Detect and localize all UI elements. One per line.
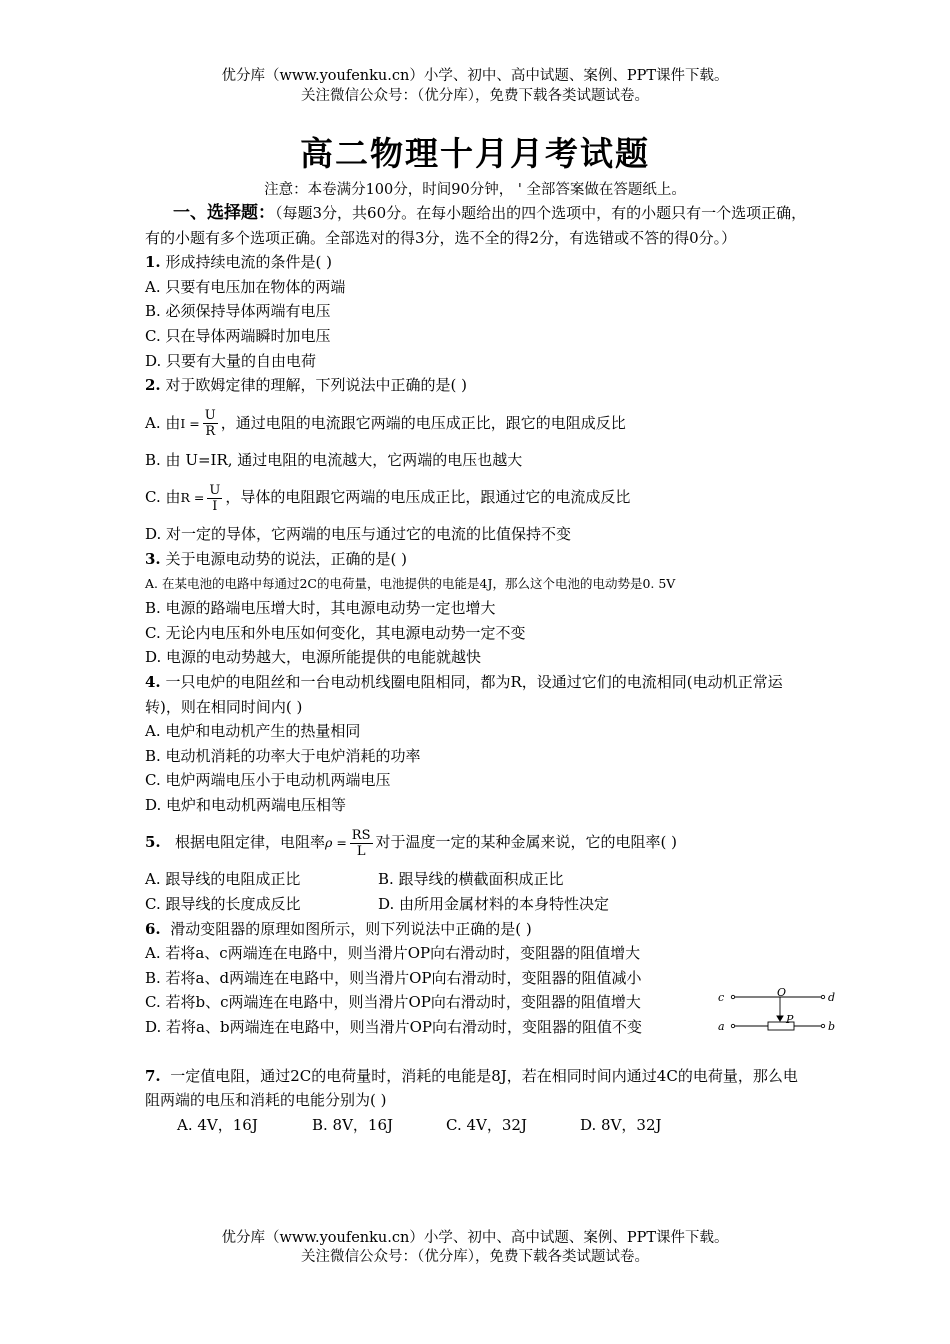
- exam-note: 注意：本卷满分100分，时间90分钟， ' 全部答案做在答题纸上。: [264, 182, 686, 198]
- fraction-u-over-r: $\frac{U}{R}$: [204, 408, 216, 440]
- question-2: 2. 对于欧姆定律的理解，下列说法中正确的是( ): [145, 376, 467, 395]
- q3-option-d: D. 电源的电动势越大，电源所能提供的电能就越快: [145, 648, 482, 667]
- q7-option-d: D. 8V，32J: [580, 1115, 662, 1134]
- q6-option-a: A. 若将a、c两端连在电路中，则当滑片OP向右滑动时，变阻器的阻值增大: [145, 944, 641, 963]
- q4-option-d: D. 电炉和电动机两端电压相等: [145, 795, 347, 814]
- fraction-u-over-i: $\frac{U}{I}$: [209, 482, 221, 514]
- q4-option-a: A. 电炉和电动机产生的热量相同: [145, 722, 361, 741]
- q7-option-c: C. 4V，32J: [446, 1115, 527, 1134]
- label-a: a: [718, 1020, 725, 1033]
- fraction-rs-over-l: $\frac{RS}{L}$: [351, 827, 371, 859]
- question-1: 1. 形成持续电流的条件是( ): [145, 253, 332, 272]
- q7-option-b: B. 8V，16J: [312, 1115, 394, 1134]
- footer-line-1: 优分库（www.youfenku.cn）小学、初中、高中试题、案例、PPT课件下载。: [221, 1230, 729, 1246]
- section-heading: 一、选择题：: [173, 203, 275, 223]
- label-b: b: [828, 1020, 836, 1033]
- q6-option-d: D. 若将a、b两端连在电路中，则当滑片OP向右滑动时，变阻器的阻值不变: [145, 1018, 642, 1037]
- slider-arrow-icon: [777, 1016, 783, 1021]
- q6-option-c: C. 若将b、c两端连在电路中，则当滑片OP向右滑动时，变阻器的阻值增大: [145, 993, 641, 1012]
- q1-option-c: C. 只在导体两端瞬时加电压: [145, 326, 331, 345]
- question-4: 4. 一只电炉的电阻丝和一台电动机线圈电阻相同，都为R，设通过它们的电流相同(电动机正常运转)，则在相同时间内( ): [145, 672, 783, 716]
- q7-options: [145, 1113, 810, 1138]
- q4-option-b: B. 电动机消耗的功率大于电炉消耗的功率: [145, 746, 421, 765]
- q1-option-b: B. 必须保持导体两端有电压: [145, 302, 331, 321]
- q5-options-row-1: [145, 867, 810, 892]
- q1-option-d: D. 只要有大量的自由电荷: [145, 351, 317, 370]
- q2-option-b: B. 由 U=IR, 通过电阻的电流越大，它两端的电压也越大: [145, 450, 523, 469]
- question-5: 5. 根据电阻定律，电阻率ρ = $\frac{RS}{L}$ 对于温度一定的某种金属来说，它的电阻率( ): [145, 827, 677, 859]
- q3-option-b: B. 电源的路端电压增大时，其电源电动势一定也增大: [145, 599, 496, 618]
- question-7: 7. 一定值电阻，通过2C的电荷量时，消耗的电能是8J，若在相同时间内通过4C的电荷量，那么电阻两端的电压和消耗的电能分别为( ): [145, 1066, 798, 1110]
- question-6: 6. 滑动变阻器的原理如图所示，则下列说法中正确的是( ): [145, 919, 532, 938]
- q1-option-a: A. 只要有电压加在物体的两端: [145, 277, 346, 296]
- question-body: [145, 201, 810, 1137]
- label-c: c: [718, 991, 725, 1004]
- q3-option-c: C. 无论内电压和外电压如何变化，其电源电动势一定不变: [145, 623, 526, 642]
- q5-option-d: D. 由所用金属材料的本身特性决定: [378, 895, 610, 914]
- q6-option-b: B. 若将a、d两端连在电路中，则当滑片OP向右滑动时，变阻器的阻值减小: [145, 968, 642, 987]
- label-o: O: [777, 986, 787, 999]
- section-1: [145, 201, 810, 250]
- terminal-d: [821, 995, 824, 998]
- terminal-b: [821, 1024, 824, 1027]
- terminal-a: [731, 1024, 734, 1027]
- q5-option-c: C. 跟导线的长度成反比: [145, 895, 301, 914]
- q5-option-a: A. 跟导线的电阻成正比: [145, 870, 301, 889]
- q7-option-a: A. 4V，16J: [177, 1115, 258, 1134]
- footer-line-2: 关注微信公众号：（优分库），免费下载各类试题试卷。: [301, 1249, 649, 1265]
- header-line-2: 关注微信公众号：（优分库），免费下载各类试题试卷。: [301, 88, 649, 104]
- q2-option-d: D. 对一定的导体，它两端的电压与通过它的电流的比值保持不变: [145, 525, 572, 544]
- terminal-c: [731, 995, 734, 998]
- q5-option-b: B. 跟导线的横截面积成正比: [378, 870, 564, 889]
- q2-option-c: C. 由R = $\frac{U}{I}$ ，导体的电阻跟它两端的电压成正比，跟通过它的电流成反比: [145, 482, 631, 514]
- q5-options-row-2: [145, 892, 810, 917]
- rheostat-diagram: [718, 986, 838, 1038]
- q2-option-a: A. 由I = $\frac{U}{R}$ ，通过电阻的电流跟它两端的电压成正比，跟它的电阻成反比: [145, 408, 626, 440]
- q3-option-a: A. 在某电池的电路中每通过2C的电荷量，电池提供的电能是4J，那么这个电池的电动势是0. 5V: [145, 575, 676, 591]
- section-description: （每题3分，共60分。在每小题给出的四个选项中，有的小题只有一个选项正确，有的小题有多个选项正确。全部选对的得3分，选不全的得2分，有选错或不答的得0分。）: [145, 204, 807, 247]
- page-title: 高二物理十月月考试题: [300, 134, 650, 173]
- header-line-1: 优分库（www.youfenku.cn）小学、初中、高中试题、案例、PPT课件下载。: [221, 68, 729, 84]
- label-d: d: [828, 991, 836, 1004]
- question-3: 3. 关于电源电动势的说法，正确的是( ): [145, 549, 407, 568]
- label-p: P: [786, 1013, 794, 1026]
- q4-option-c: C. 电炉两端电压小于电动机两端电压: [145, 771, 391, 790]
